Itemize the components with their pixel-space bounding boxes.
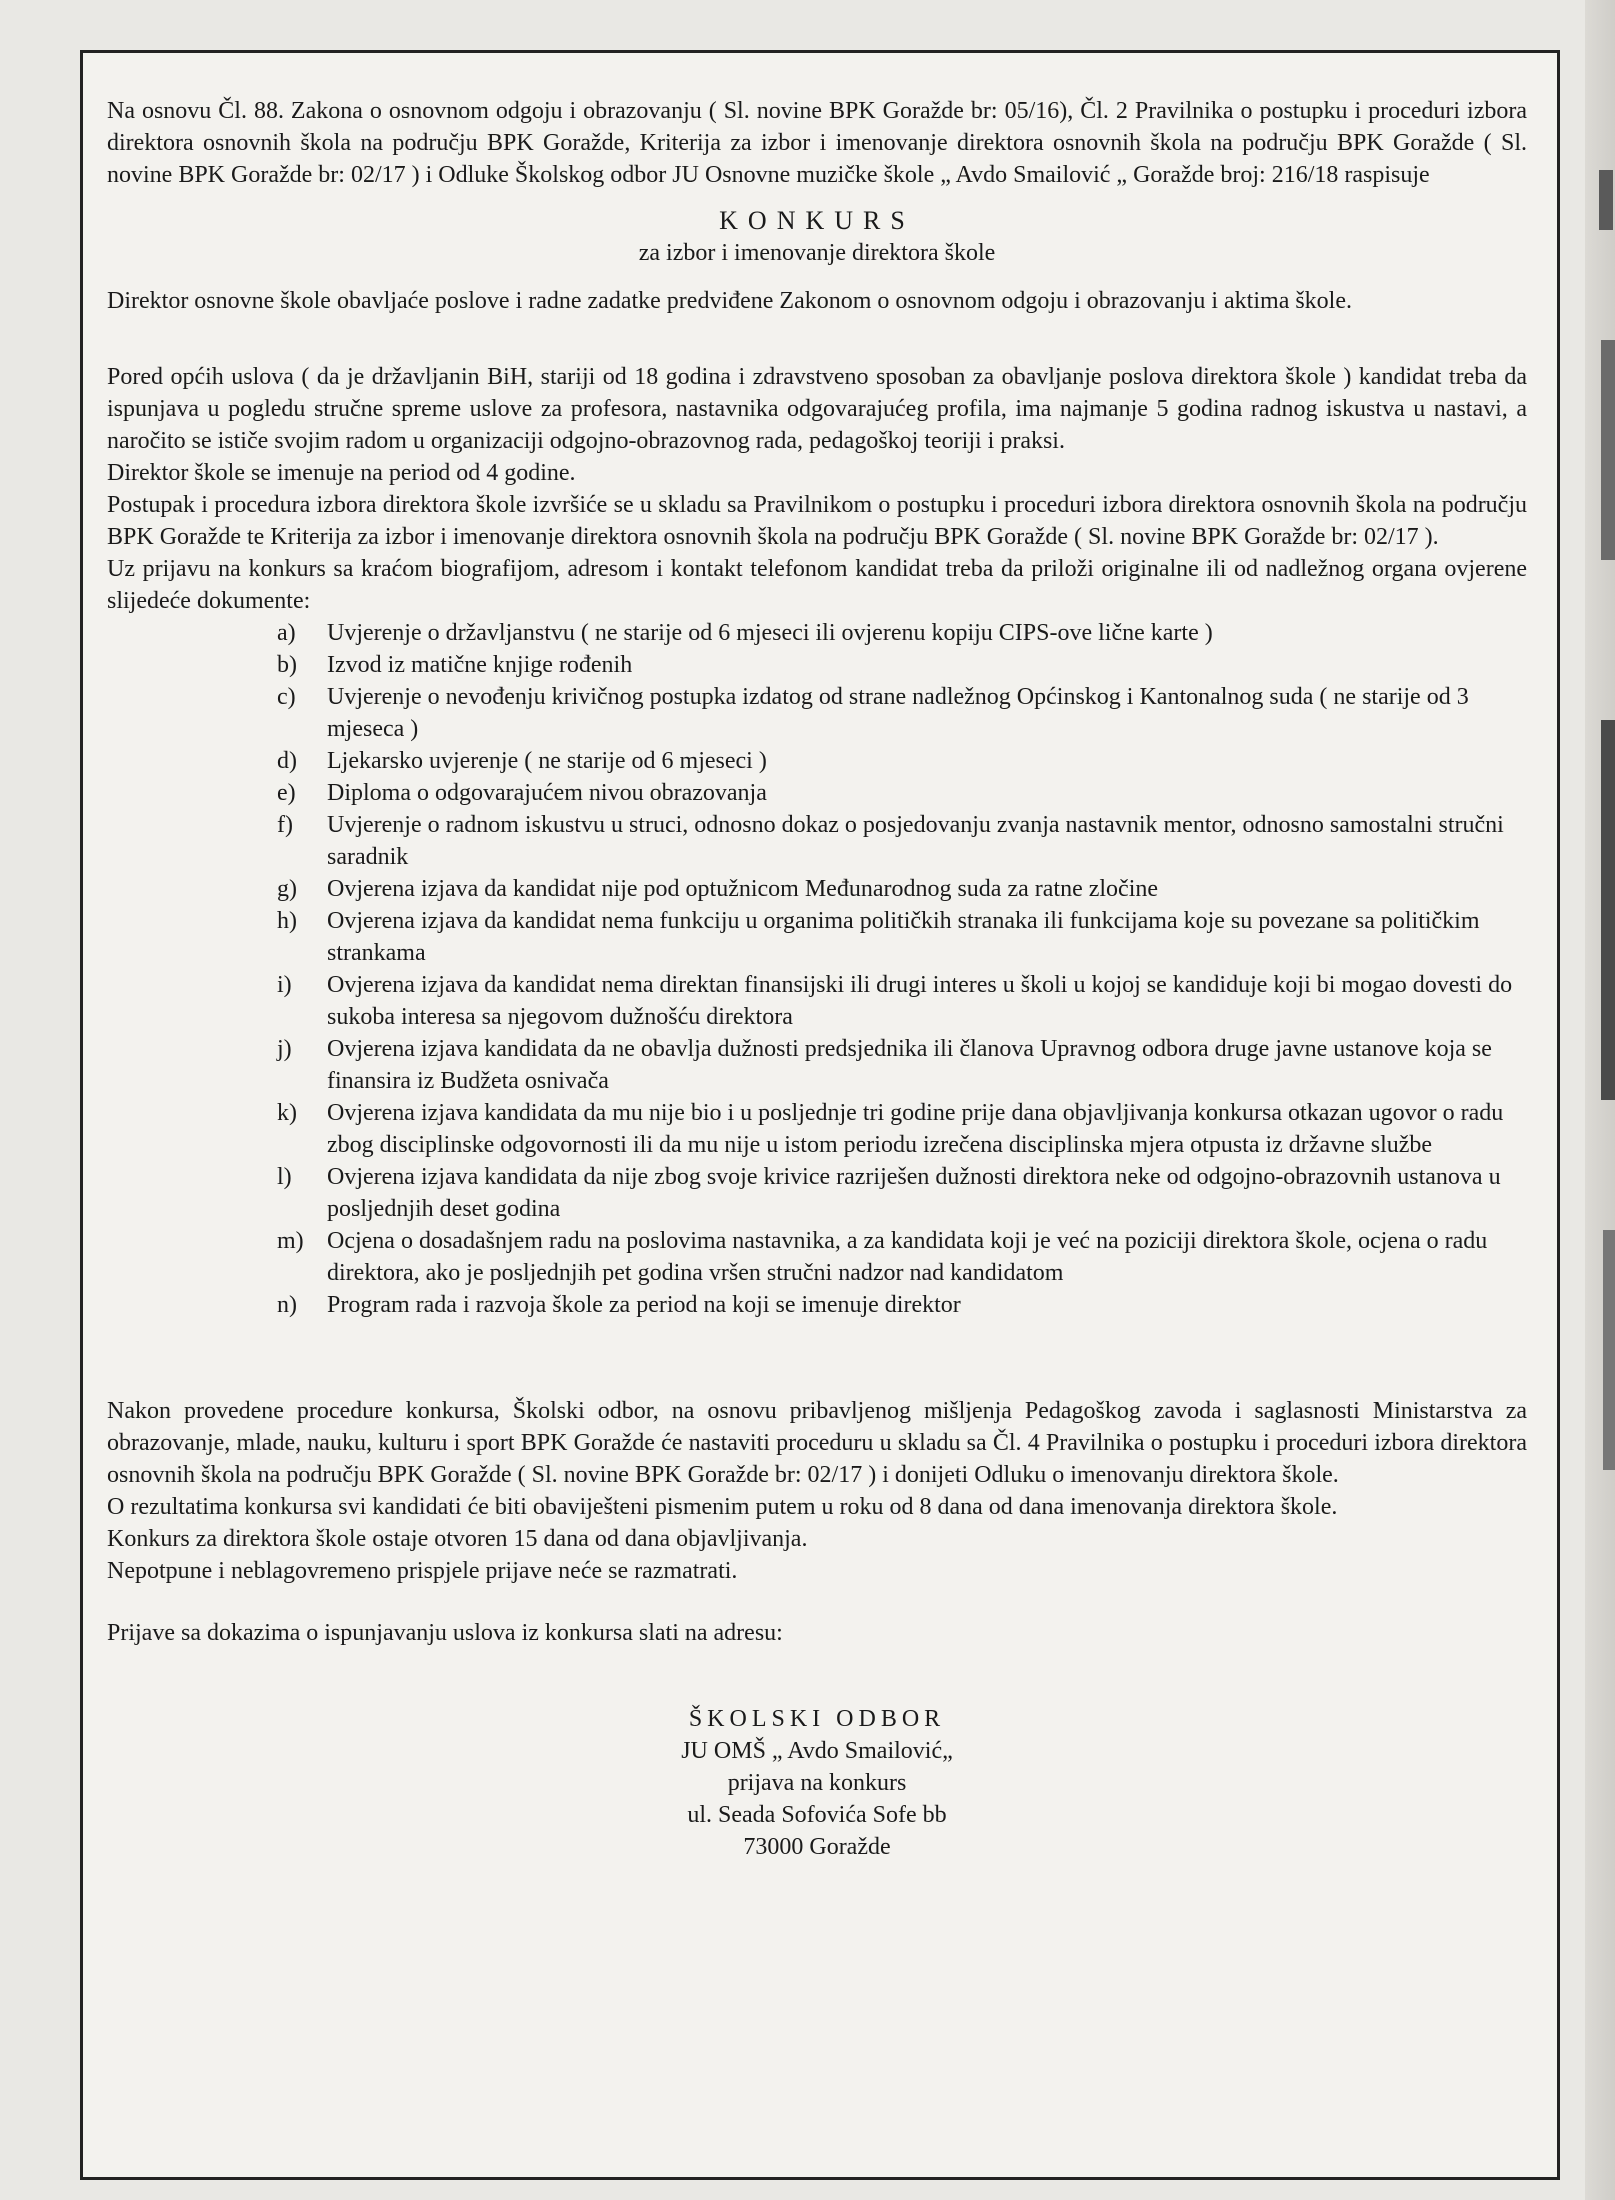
- list-item: [277, 649, 1527, 681]
- list-marker: c): [277, 684, 296, 710]
- notice-content: [107, 95, 1527, 1863]
- address-street: ul. Seada Sofovića Sofe bb: [687, 1802, 947, 1828]
- list-marker: f): [277, 812, 293, 838]
- list-item-text: Ljekarsko uvjerenje ( ne starije od 6 mjeseci ): [327, 748, 767, 774]
- list-marker: e): [277, 780, 296, 806]
- list-item: [277, 1033, 1527, 1097]
- list-marker: h): [277, 908, 297, 934]
- list-item: [277, 809, 1527, 873]
- list-item: [277, 745, 1527, 777]
- list-marker: n): [277, 1292, 297, 1318]
- intro-paragraph: Na osnovu Čl. 88. Zakona o osnovnom odgoju i obrazovanju ( Sl. novine BPK Goražde br: 05/16), Čl. 2 Pravilnika o postupku i proceduri izbora direktora osnovnih škola na području BPK Goražde, Kriterija za izbor i imenovanje direktora osnovnih škola na području BPK Goražde ( Sl. novine BPK Goražde br: 02/17 ) i Odluke Školskog odbor JU Osnovne muzičke škole „ Avdo Smailović „ Goražde broj: 216/18 raspisuje: [107, 98, 1527, 188]
- list-item-text: Ovjerena izjava da kandidat nije pod optužnicom Međunarodnog suda za ratne zločine: [327, 876, 1159, 902]
- results-paragraph: O rezultatima konkursa svi kandidati će biti obaviješteni pismenim putem u roku od 8 dana od dana imenovanja direktora škole.: [107, 1494, 1338, 1520]
- list-item-text: Uvjerenje o radnom iskustvu u struci, odnosno dokaz o posjedovanju zvanja nastavnik mentor, odnosno samostalni stručni saradnik: [327, 812, 1504, 870]
- list-item-text: Ovjerena izjava kandidata da nije zbog svoje krivice razriješen dužnosti direktora neke od odgojno-obrazovnih ustanova u posljednjih deset godina: [327, 1164, 1501, 1222]
- list-marker: m): [277, 1228, 304, 1254]
- duties-paragraph: Direktor osnovne škole obavljaće poslove i radne zadatke predviđene Zakonom o osnovnom odgoju i obrazovanju i aktima škole.: [107, 288, 1352, 314]
- address-city: 73000 Goražde: [743, 1834, 891, 1860]
- procedure-paragraph: Postupak i procedura izbora direktora škole izvršiće se u skladu sa Pravilnikom o postupku i proceduri izbora direktora osnovnih škola na području BPK Goražde te Kriterija za izbor i imenovanje direktora osnovnih škola na području BPK Goražde ( Sl. novine BPK Goražde br: 02/17 ).: [107, 492, 1527, 550]
- list-item-text: Izvod iz matične knjige rođenih: [327, 652, 633, 678]
- list-item: [277, 969, 1527, 1033]
- list-item: [277, 1161, 1527, 1225]
- bleed-mark: [1603, 1230, 1615, 1470]
- list-item: [277, 681, 1527, 745]
- notice-title: KONKURS: [719, 206, 915, 235]
- term-paragraph: Direktor škole se imenuje na period od 4 godine.: [107, 460, 576, 486]
- list-marker: b): [277, 652, 297, 678]
- list-item-text: Ovjerena izjava da kandidat nema direktan finansijski ili drugi interes u školi u kojoj se kandiduje koji bi mogao dovesti do sukoba interesa sa njegovom dužnošću direktora: [327, 972, 1513, 1030]
- list-item: [277, 873, 1527, 905]
- list-item-text: Ovjerena izjava kandidata da ne obavlja dužnosti predsjednika ili članova Upravnog odbora druge javne ustanove koja se finansira iz Budžeta osnivača: [327, 1036, 1492, 1094]
- list-item-text: Uvjerenje o državljanstvu ( ne starije od 6 mjeseci ili ovjerenu kopiju CIPS-ove lične karte ): [327, 620, 1213, 646]
- documents-intro: Uz prijavu na konkurs sa kraćom biografijom, adresom i kontakt telefonom kandidat treba da priloži originalne ili od nadležnog organa ovjerene slijedeće dokumente:: [107, 556, 1527, 614]
- list-item-text: Program rada i razvoja škole za period na koji se imenuje direktor: [327, 1292, 961, 1318]
- bleed-mark: [1601, 340, 1615, 560]
- list-item-text: Diploma o odgovarajućem nivou obrazovanja: [327, 780, 767, 806]
- address-org: ŠKOLSKI ODBOR: [688, 1706, 946, 1732]
- bleed-mark: [1599, 170, 1613, 230]
- notice-subtitle: za izbor i imenovanje direktora škole: [638, 240, 996, 266]
- list-item: [277, 1225, 1527, 1289]
- list-item-text: Ocjena o dosadašnjem radu na poslovima nastavnika, a za kandidata koji je već na poziciji direktora škole, ocjena o radu direktora, ako je posljednjih pet godina vršen stručni nadzor nad kandidatom: [327, 1228, 1488, 1286]
- list-item: [277, 1097, 1527, 1161]
- bleed-mark: [1601, 720, 1615, 1100]
- list-marker: l): [277, 1164, 292, 1190]
- list-item-text: Ovjerena izjava da kandidat nema funkciju u organima političkih stranaka ili funkcijama koje su povezane sa političkim strankama: [327, 908, 1480, 966]
- send-to-paragraph: Prijave sa dokazima o ispunjavanju uslova iz konkursa slati na adresu:: [107, 1620, 783, 1646]
- address-purpose: prijava na konkurs: [727, 1770, 907, 1796]
- list-marker: g): [277, 876, 297, 902]
- conditions-paragraph: Pored općih uslova ( da je državljanin BiH, stariji od 18 godina i zdravstveno sposoban za obavljanje poslova direktora škole ) kandidat treba da ispunjava u pogledu stručne spreme uslove za profesora, nastavnika odgovarajućeg profila, ima najmanje 5 godina radnog iskustva u nastavi, a naročito se ističe svojim radom u organizaciji odgojno-obrazovnog rada, pedagoškoj teoriji i praksi.: [107, 364, 1527, 454]
- list-item: [277, 777, 1527, 809]
- notice-frame: [80, 50, 1560, 2180]
- list-marker: k): [277, 1100, 297, 1126]
- incomplete-paragraph: Nepotpune i neblagovremeno prispjele prijave neće se razmatrati.: [107, 1558, 738, 1584]
- list-marker: a): [277, 620, 296, 646]
- address-block: [107, 1703, 1527, 1863]
- list-marker: i): [277, 972, 292, 998]
- documents-list: [107, 617, 1527, 1321]
- open-period-paragraph: Konkurs za direktora škole ostaje otvoren 15 dana od dana objavljivanja.: [107, 1526, 808, 1552]
- list-item: [277, 1289, 1527, 1321]
- adjacent-page-edge: [1585, 0, 1615, 2200]
- list-item: [277, 905, 1527, 969]
- list-marker: j): [277, 1036, 292, 1062]
- after-procedure-paragraph: Nakon provedene procedure konkursa, Školski odbor, na osnovu pribavljenog mišljenja Pedagoškog zavoda i saglasnosti Ministarstva za obrazovanje, mlade, nauku, kulturu i sport BPK Goražde će nastaviti proceduru u skladu sa Čl. 4 Pravilnika o postupku i proceduri izbora direktora osnovnih škola na području BPK Goražde ( Sl. novine BPK Goražde br: 02/17 ) i donijeti Odluku o imenovanju direktora škole.: [107, 1398, 1527, 1488]
- list-item-text: Ovjerena izjava kandidata da mu nije bio i u posljednje tri godine prije dana objavljivanja konkursa otkazan ugovor o radu zbog disciplinske odgovornosti ili da mu nije u istom periodu izrečena disciplinska mjera otpusta iz državne službe: [327, 1100, 1504, 1158]
- list-item: [277, 617, 1527, 649]
- list-item-text: Uvjerenje o nevođenju krivičnog postupka izdatog od strane nadležnog Općinskog i Kantonalnog suda ( ne starije od 3 mjeseca ): [327, 684, 1469, 742]
- list-marker: d): [277, 748, 297, 774]
- address-school: JU OMŠ „ Avdo Smailović„: [681, 1738, 953, 1764]
